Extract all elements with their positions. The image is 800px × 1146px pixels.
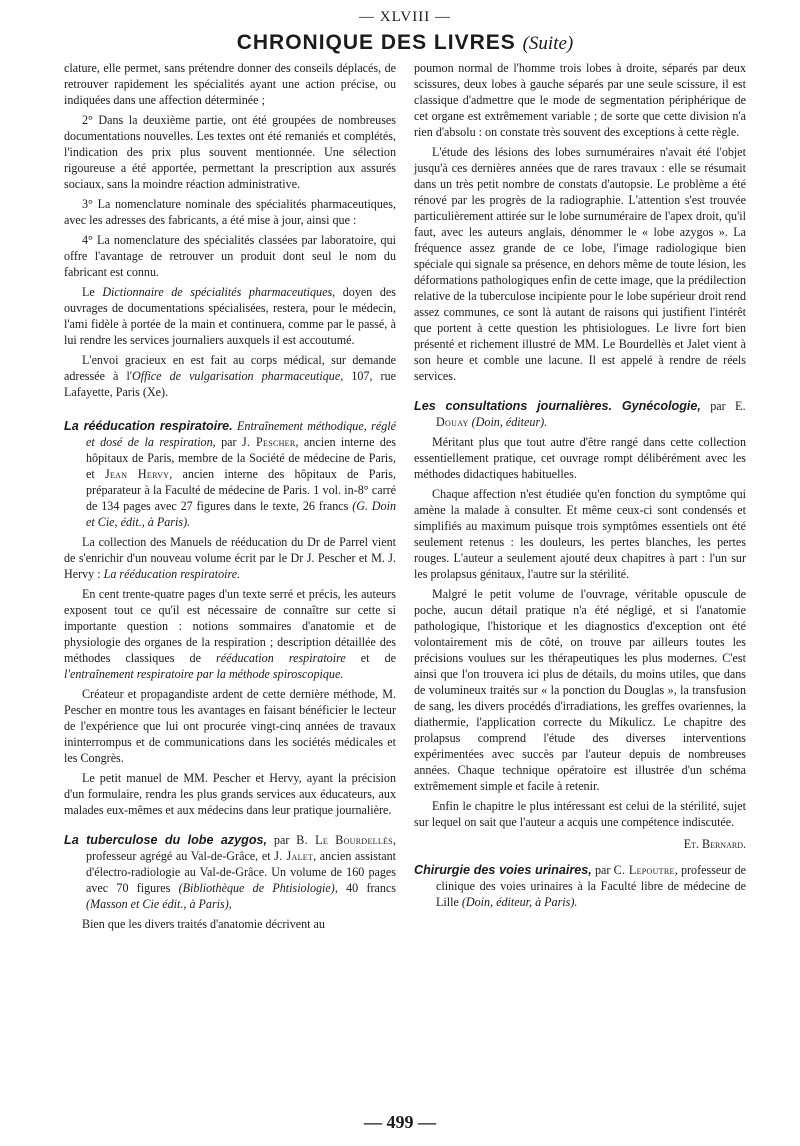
text-run: , ancien interne des hôpitaux de Paris, membre de la Société de médecine de Paris, et (86, 435, 397, 481)
text-run: , professeur de clinique des voies urinaires à la Faculté libre de médecine de Lille (436, 863, 746, 909)
review-heading (64, 418, 396, 530)
paragraph: 2° Dans la deuxième partie, ont été groupées de nombreuses documentations nouvelles. Les textes ont été remaniés et complétés, l'indication des prix plus souvent mentionnée. Une sélection rigoureuse a été apportée, permettant la prescription aux assurés sociaux, sans la moindre réaction administrative. (64, 113, 396, 191)
paragraph: Créateur et propagandiste ardent de cette dernière méthode, M. Pescher en montre tous les avantages en faisant bénéficier le lecteur de l'expérience que lui ont procurée vingt-cinq années de travaux ininterrompus et de communications dans les sociétés médicales et les Congrès. (64, 687, 396, 765)
left-column (64, 60, 396, 932)
paragraph: clature, elle permet, sans prétendre donner des conseils déplacés, de retrouver rapidement les spécialités ayant une action précise, ou indiquées dans une affection déterminée ; (64, 61, 396, 107)
review-title: Les consultations journalières. Gynécologie, (414, 399, 701, 413)
author-name: B. Le Bourdellès (296, 833, 393, 847)
section-title (64, 28, 746, 58)
paragraph: Malgré le petit volume de l'ouvrage, véritable opuscule de poche, aucun détail pratique n'a été négligé, et si l'anatomie pathologique, l'historique et les diagnostics d'exception ont été volontairement mis de côté, on trouve par ailleurs toutes les précisions voulues sur les thérapeutiques les plus modernes. C'est ainsi que l'on trouvera ici plus de détails, du moins utiles, que dans de volumineux traités sur « la ponction du Douglas », la transfusion de sang, les divers procédés d'irradiations, les greffes ovariennes, la diathermie, l'application correcte du Mikulicz. Le chapitre des prolapsus comprend l'étude des diverses interventions expérimentées avec succès par l'auteur depuis de nombreuses années. Chaque technique opératoire est illustrée d'un schéma extrêmement simple et facile à retenir. (414, 587, 746, 793)
review-title: La tuberculose du lobe azygos, (64, 833, 268, 847)
author-name: C. Lepoutre (613, 863, 675, 877)
review-title: Chirurgie des voies urinaires, (414, 863, 592, 877)
publisher: (G. Doin et Cie, édit., à Paris). (86, 499, 396, 529)
review-title: La rééducation respiratoire. (64, 419, 233, 433)
text-run: , ancien interne des hôpitaux de Paris, préparateur à la Faculté de médecine de Paris. 1 vol. in-8° carré de 134 pages avec 27 figures dans le texte, 26 francs (86, 467, 396, 513)
publisher: (Bibliothèque de Phtisiologie) (178, 881, 335, 895)
text-run: , (228, 897, 232, 911)
text-run: L'envoi gracieux en est fait au corps médical, sur demande adressée à l' (64, 353, 396, 383)
book-review-urinary (414, 862, 746, 910)
author-name: J. Jalet (274, 849, 314, 863)
paragraph (64, 284, 396, 348)
right-column (414, 60, 746, 932)
publisher: (Doin, éditeur). (468, 415, 548, 429)
paragraph: Chaque affection n'est étudiée qu'en fonction du symptôme qui amène la malade à consulter. Et même ceux-ci sont condensés et simplifiés au maximum puisque trois symptômes essentiels ont été seulement retenus : les douleurs, les pertes blanches, les pertes rouges. L'auteur a seulement ajouté deux chapitres à part : l'un sur les prolapsus génitaux, l'autre sur la stérilité. (414, 487, 746, 581)
two-column-body (64, 60, 746, 932)
text-run: , professeur agrégé au Val-de-Grâce, et (86, 833, 396, 863)
review-subtitle: Entraînement méthodique, réglé et dosé de la respiration, (86, 419, 396, 449)
text-run: , doyen des ouvrages de documentations spécialisées, restera, pour le médecin, l'ami fidèle à portée de la main et continuera, comme par le passé, à lui rendre les services journaliers auxquels il est accoutumé. (64, 285, 396, 347)
text-run: par (700, 399, 735, 413)
author-name: E. Douay (436, 399, 746, 429)
book-review-respiratory (64, 418, 396, 818)
book-review-gynecology (414, 398, 746, 852)
text-run: Le (82, 285, 103, 299)
text-run: La collection des Manuels de rééducation du Dr de Parrel vient de s'enrichir d'un nouveau volume écrit par le Dr J. Pescher et M. J. Hervy : (64, 535, 396, 581)
italic-run: rééducation respiratoire (216, 651, 346, 665)
text-run: et de (345, 651, 396, 665)
italic-run: Office de vulgarisation pharmaceutique (131, 369, 341, 383)
text-run: , 107, rue Lafayette, Paris (Xe). (64, 369, 396, 399)
text-run: , ancien assistant d'électro-radiologie au Val-de-Grâce. Un volume de 160 pages avec 70 figures (86, 849, 396, 895)
text-run: , 40 francs (334, 881, 396, 895)
page-number: — 499 — (364, 1112, 436, 1132)
paragraph: 3° La nomenclature nominale des spécialités pharmaceutiques, avec les adresses des fabricants, a été mise à jour, ainsi que : (64, 197, 396, 227)
paragraph: poumon normal de l'homme trois lobes à droite, séparés par deux scissures, deux lobes à gauche séparés par une seule scissure, il est classique d'admettre que le mode de segmentation périphérique de cet organe est extrêmement variable ; de sorte que cette division n'a rien d'absolu : on constate très souvent des exceptions à cette règle. (414, 61, 746, 139)
review-signature: Et. Bernard. (683, 837, 746, 851)
italic-run: l'entraînement respiratoire par la méthode spiroscopique. (64, 667, 344, 681)
paragraph: L'étude des lésions des lobes surnuméraires n'avait été l'objet jusqu'à ces dernières années que de rares travaux : elle se résumait dans un très petit nombre de constats d'autopsie. Le problème a été rénové par les progrès de la radiographie. L'attention s'est trouvée particulièrement attirée sur le lobe surnuméraire de l'apex droit, qu'il faut, avec les auteurs anglais, dénommer le « lobe azygos ». La fréquence assez grande de ce lobe, l'image radiologique bien spéciale qui signale sa présence, en dehors même de toute lésion, les déformations pathologiques enfin de cette image, que la prédilection relative de la tuberculose incipiente pour le lobe supérieur droit rend assez communes, ce sont là autant de raisons qui justifient l'intérêt que portent à cette question les phtisiologues. Le livre fort bien présenté et richement illustré de MM. Le Bourdellès et Jalet vient à son heure et comble une lacune. Il est appelé à rendre de réels services. (414, 145, 746, 383)
paragraph: Le petit manuel de MM. Pescher et Hervy, ayant la précision d'un formulaire, rendra les plus grands services aux éducateurs, aux malades eux-mêmes et aux médecins dans leur pratique journalière. (64, 771, 396, 817)
paragraph (64, 352, 396, 400)
review-heading (64, 832, 396, 912)
paragraph: 4° La nomenclature des spécialités classées par laboratoire, qui offre l'avantage de retrouver un produit dont seul le nom du fabricant est connu. (64, 233, 396, 279)
publisher: (Masson et Cie édit., à Paris) (86, 897, 229, 911)
paragraph (64, 534, 396, 582)
author-name: J. Pescher (241, 435, 296, 449)
text-run: par (267, 833, 297, 847)
paragraph: Méritant plus que tout autre d'être rangé dans cette collection essentiellement pratique, cet ouvrage rompt délibérément avec les méthodes didactiques habituelles. (414, 435, 746, 481)
text-run: par (215, 435, 242, 449)
roman-page-number: — XLVIII — (359, 9, 451, 25)
text-run: En cent trente-quatre pages d'un texte serré et précis, les auteurs exposent tout ce qu'il est nécessaire de connaître sur cette si importante question : notions sommaires d'anatomie et de physiologie des organes de la respiration ; description détaillée des méthodes classiques de (64, 587, 396, 665)
section-title-suite: (Suite) (522, 33, 574, 54)
section-title-text: CHRONIQUE DES LIVRES (236, 31, 516, 54)
italic-run: Dictionnaire de spécialités pharmaceutiques (102, 285, 333, 299)
paragraph: Enfin le chapitre le plus intéressant est celui de la stérilité, sujet sur lequel on sait que l'auteur a acquis une compétence indiscutée. (414, 799, 746, 829)
review-heading (414, 862, 746, 910)
publisher: (Doin, éditeur, à Paris). (461, 895, 578, 909)
paragraph: Bien que les divers traités d'anatomie décrivent au (82, 917, 325, 931)
italic-run: La rééducation respiratoire. (103, 567, 241, 581)
text-run: par (591, 863, 614, 877)
review-heading (414, 398, 746, 430)
author-name: Jean Hervy (104, 467, 170, 481)
book-review-azygos (64, 832, 396, 932)
paragraph (64, 586, 396, 682)
